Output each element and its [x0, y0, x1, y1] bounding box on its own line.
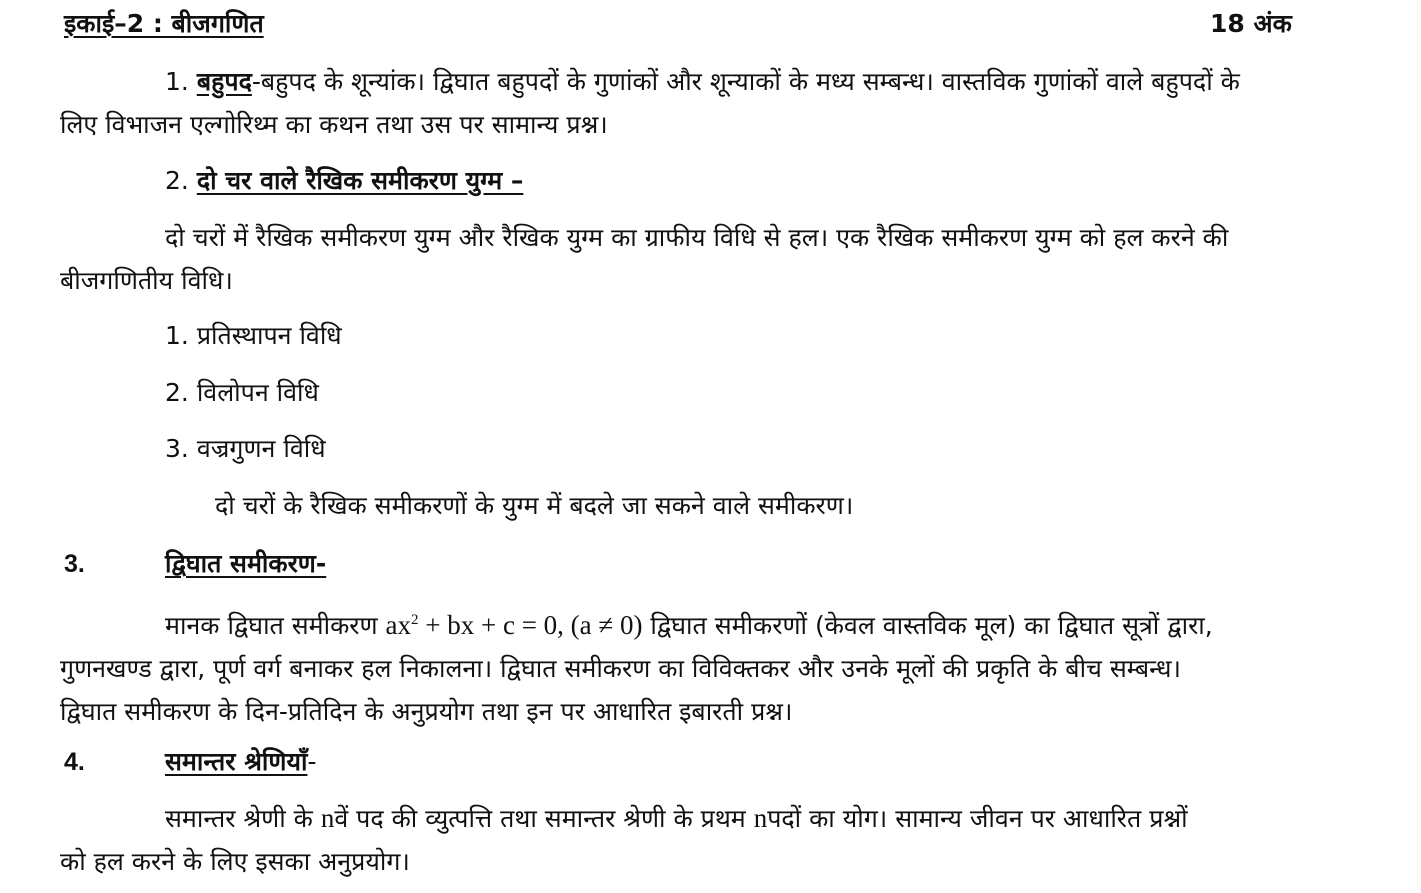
section-text: लिए विभाजन एल्गोरिथ्म का कथन तथा उस पर सामान्य प्रश्न।	[60, 110, 608, 139]
paragraph-text: द्विघात समीकरणों (केवल वास्तविक मूल) का द्विघात सूत्रों द्वारा,	[650, 611, 1213, 640]
equation-part: ax	[385, 610, 412, 640]
section-linear-equations-text	[60, 216, 1363, 302]
reducible-equations-text: दो चरों के रैखिक समीकरणों के युग्म में बदले जा सकने वाले समीकरण।	[215, 491, 854, 520]
paragraph-line: बीजगणितीय विधि।	[60, 266, 233, 295]
list-label: वज्रगुणन विधि	[196, 434, 326, 463]
list-label: विलोपन विधि	[196, 378, 319, 407]
section-title: द्विघात समीकरण-	[165, 549, 327, 578]
list-label: प्रतिस्थापन विधि	[196, 321, 342, 350]
section-linear-equations-heading	[165, 165, 523, 197]
paragraph-line: को हल करने के लिए इसका अनुप्रयोग।	[60, 847, 410, 876]
section-title-wrap	[165, 746, 316, 778]
unit-marks: 18 अंक	[1210, 9, 1292, 38]
list-number: 3.	[165, 434, 189, 463]
section-ap-text	[60, 797, 1363, 883]
section-title: समान्तर श्रेणियाँ	[165, 747, 308, 776]
section-number: 2.	[165, 166, 189, 195]
variable-n: n	[753, 803, 768, 833]
method-list-item	[165, 433, 326, 465]
section-number: 4.	[64, 748, 85, 776]
list-number: 2.	[165, 378, 189, 407]
section-title: दो चर वाले रैखिक समीकरण युग्म –	[196, 166, 524, 195]
paragraph-line: द्विघात समीकरण के दिन-प्रतिदिन के अनुप्रयोग तथा इन पर आधारित इबारती प्रश्न।	[60, 697, 793, 726]
paragraph-line: गुणनखण्ड द्वारा, पूर्ण वर्ग बनाकर हल निकालना। द्विघात समीकरण का विविक्तकर और उनके मूलों की प्रकृति के बीच सम्बन्ध।	[60, 654, 1181, 683]
section-number: 3.	[64, 550, 85, 578]
variable-n: n	[320, 803, 335, 833]
equation-part: + bx + c = 0, (a ≠ 0)	[418, 610, 643, 640]
paragraph-line: दो चरों में रैखिक समीकरण युग्म और रैखिक युग्म का ग्राफीय विधि से हल। एक रैखिक समीकरण युग्म को हल करने की	[165, 223, 1229, 252]
section-title: बहुपद	[196, 67, 252, 96]
list-number: 1.	[165, 321, 189, 350]
unit-heading: इकाई–2 : बीजगणित	[64, 9, 264, 38]
section-quadratic-text	[60, 599, 1363, 733]
paragraph-text: मानक द्विघात समीकरण	[165, 611, 378, 640]
paragraph-text: समान्तर श्रेणी के	[165, 804, 313, 833]
equation-exponent: 2	[411, 612, 419, 628]
paragraph-text: पदों का योग। सामान्य जीवन पर आधारित प्रश्नों	[767, 804, 1188, 833]
section-text: -बहुपद के शून्यांक। द्विघात बहुपदों के गुणांकों और शून्याकों के मध्य सम्बन्ध। वास्तविक गुणांकों वाले बहुपदों के	[251, 67, 1240, 96]
paragraph-text: वें पद की व्युत्पत्ति तथा समान्तर श्रेणी के प्रथम	[334, 804, 746, 833]
section-number: 1.	[165, 67, 189, 96]
section-title-dash: -	[307, 747, 317, 776]
section-polynomials	[60, 60, 1363, 146]
method-list-item	[165, 320, 342, 352]
standard-quadratic-equation	[386, 610, 643, 640]
method-list-item	[165, 377, 319, 409]
